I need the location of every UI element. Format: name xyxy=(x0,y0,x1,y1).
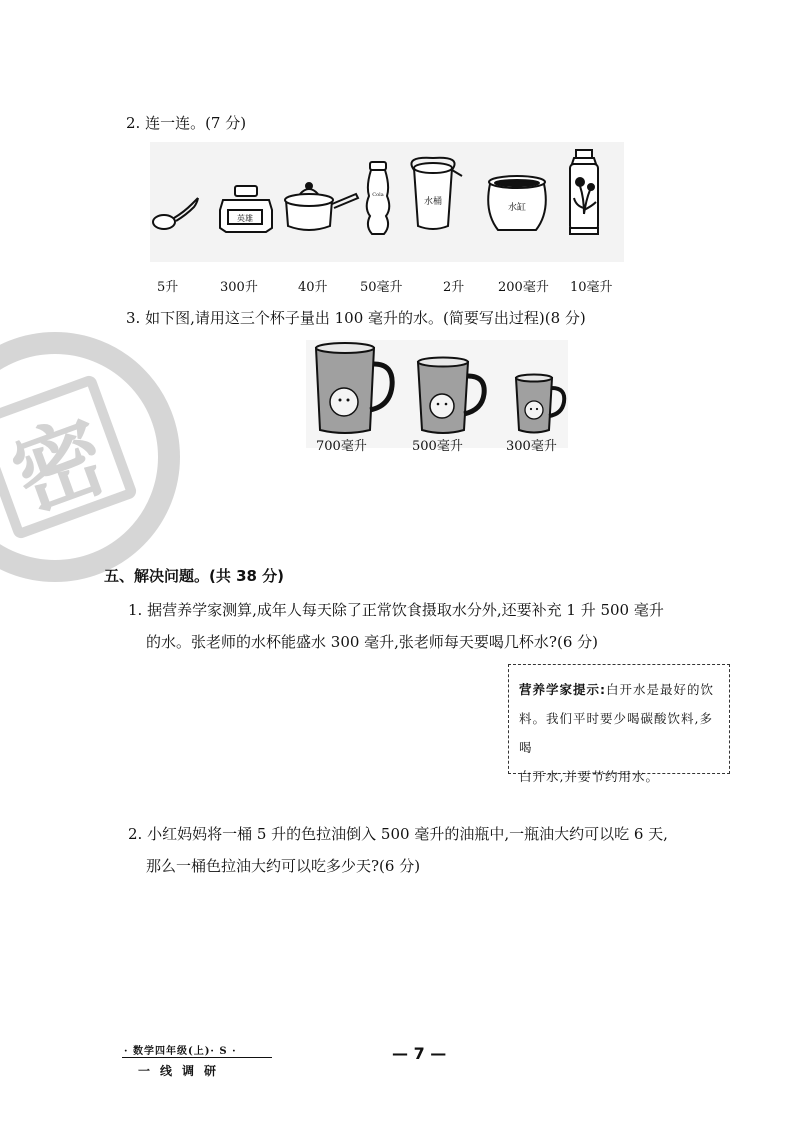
capacity-label: 50毫升 xyxy=(360,280,403,295)
problem-1-line-1: 1. 据营养学家测算,成年人每天除了正常饮食摄取水分外,还要补充 1 升 500 毫升 xyxy=(128,601,664,619)
cup-700-icon xyxy=(316,343,392,433)
water-bucket-label: 水桶 xyxy=(423,197,443,207)
saucepan-icon xyxy=(285,183,358,230)
question-3-title: 3. 如下图,请用这三个杯子量出 100 毫升的水。(简要写出过程)(8 分) xyxy=(126,309,586,327)
cola-bottle-icon xyxy=(367,162,390,234)
question-2-title: 2. 连一连。(7 分) xyxy=(126,114,247,132)
footer-book-title: · 数学四年级(上)· S · xyxy=(124,1046,237,1057)
hint-line-2: 料。我们平时要少喝碳酸饮料,多喝 xyxy=(519,711,713,755)
cup-labels-row xyxy=(306,435,576,453)
footer-series: 一线调研 xyxy=(138,1064,227,1078)
cups-svg xyxy=(306,340,568,440)
capacity-label: 2升 xyxy=(443,280,465,295)
problem-2-line-1: 2. 小红妈妈将一桶 5 升的色拉油倒入 500 毫升的油瓶中,一瓶油大约可以吃 6 天, xyxy=(128,825,668,843)
section-5-title: 五、解决问题。(共 38 分) xyxy=(104,567,285,585)
cup-label: 500毫升 xyxy=(412,439,463,454)
ink-bottle-icon xyxy=(220,186,272,232)
page-number: — 7 — xyxy=(392,1044,447,1063)
cup-300-icon xyxy=(516,375,564,433)
capacity-label: 300升 xyxy=(220,280,258,295)
cups-illustration xyxy=(306,340,568,448)
problem-1 xyxy=(128,594,768,658)
capacity-label: 200毫升 xyxy=(498,280,549,295)
problem-2-line-2: 那么一桶色拉油大约可以吃多少天?(6 分) xyxy=(146,857,421,875)
hint-line-1: 白开水是最好的饮 xyxy=(606,682,715,697)
footer-rule xyxy=(122,1057,272,1058)
problem-2 xyxy=(128,818,768,882)
spoon-icon xyxy=(153,198,198,229)
capacity-label: 5升 xyxy=(157,280,179,295)
cup-label: 300毫升 xyxy=(506,439,557,454)
container-illustrations xyxy=(150,142,624,262)
cup-500-icon xyxy=(418,358,484,434)
container-illustrations-svg xyxy=(150,142,624,262)
cola-bottle-label: Cola xyxy=(372,192,384,198)
thermos-icon xyxy=(570,150,598,234)
water-bucket-icon xyxy=(411,158,462,229)
nutrition-hint-box xyxy=(508,664,730,784)
problem-1-line-2: 的水。张老师的水杯能盛水 300 毫升,张老师每天要喝几杯水?(6 分) xyxy=(146,633,598,651)
hint-label: 营养学家提示: xyxy=(519,682,606,697)
capacity-labels-row xyxy=(150,276,630,296)
watermark-seal-text: 密 xyxy=(0,402,121,532)
ink-bottle-label: 英雄 xyxy=(237,214,253,223)
cup-label: 700毫升 xyxy=(316,439,367,454)
watermark-seal xyxy=(0,332,180,582)
capacity-label: 40升 xyxy=(298,280,328,295)
water-vat-label: 水缸 xyxy=(507,203,527,213)
capacity-label: 10毫升 xyxy=(570,280,613,295)
hint-line-3: 白开水,并要节约用水。 xyxy=(519,769,659,784)
